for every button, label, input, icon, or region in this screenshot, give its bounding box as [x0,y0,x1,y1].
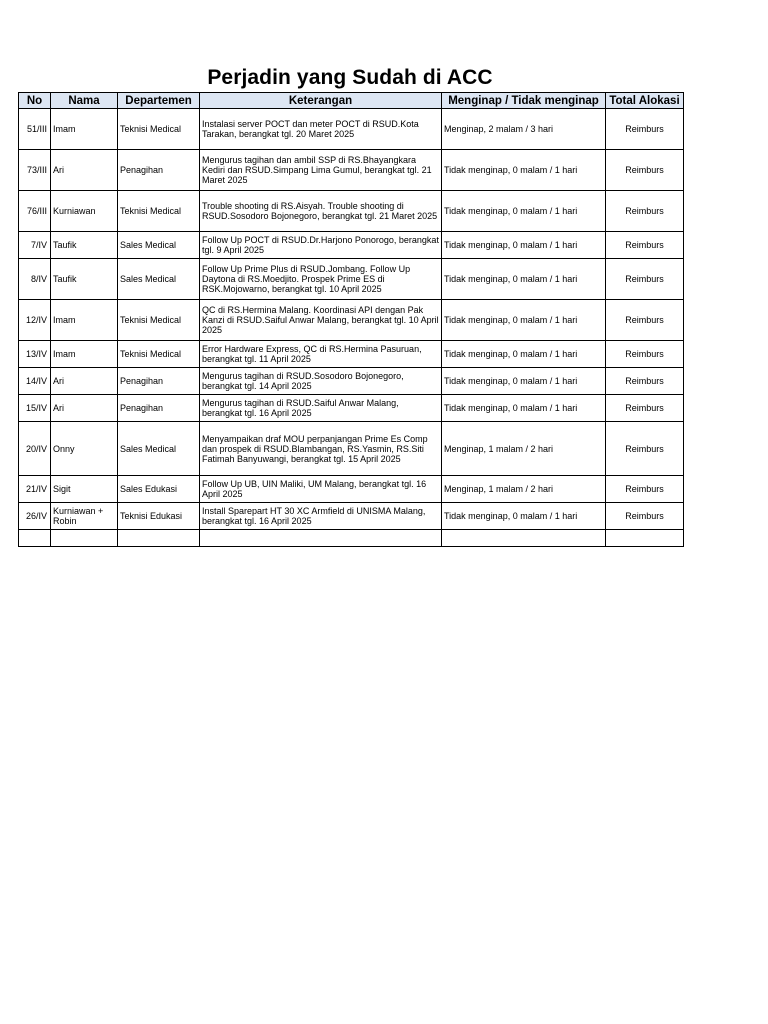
trip-table [18,92,684,547]
cell-no: 76/III [19,191,51,232]
cell-total-alokasi: Reimburs [606,368,684,395]
empty-cell [200,530,442,547]
table-header-row [19,93,684,109]
cell-keterangan: Mengurus tagihan di RSUD.Sosodoro Bojonegoro, berangkat tgl. 14 April 2025 [200,368,442,395]
cell-nama: Imam [51,109,118,150]
cell-no: 14/IV [19,368,51,395]
cell-departemen: Penagihan [118,368,200,395]
cell-keterangan: Menyampaikan draf MOU perpanjangan Prime Es Comp dan prospek di RSUD.Blambangan, RS.Yasmin, RS.Siti Fatimah Banyuwangi, berangkat tgl. 15 April 2025 [200,422,442,476]
cell-menginap: Tidak menginap, 0 malam / 1 hari [442,150,606,191]
cell-total-alokasi: Reimburs [606,259,684,300]
cell-menginap: Tidak menginap, 0 malam / 1 hari [442,368,606,395]
cell-nama: Sigit [51,476,118,503]
column-header-keterangan: Keterangan [200,93,442,109]
table-row [19,422,684,476]
cell-menginap: Menginap, 2 malam / 3 hari [442,109,606,150]
cell-nama: Kurniawan + Robin [51,503,118,530]
column-header-nama: Nama [51,93,118,109]
page-title: Perjadin yang Sudah di ACC [207,66,493,89]
cell-menginap: Tidak menginap, 0 malam / 1 hari [442,503,606,530]
cell-keterangan: Trouble shooting di RS.Aisyah. Trouble shooting di RSUD.Sosodoro Bojonegoro, berangkat tgl. 21 Maret 2025 [200,191,442,232]
cell-keterangan: Mengurus tagihan di RSUD.Saiful Anwar Malang, berangkat tgl. 16 April 2025 [200,395,442,422]
cell-keterangan: QC di RS.Hermina Malang. Koordinasi API dengan Pak Kanzi di RSUD.Saiful Anwar Malang, berangkat tgl. 10 April 2025 [200,300,442,341]
table-row [19,191,684,232]
cell-total-alokasi: Reimburs [606,476,684,503]
cell-departemen: Teknisi Medical [118,191,200,232]
cell-nama: Imam [51,341,118,368]
table-row [19,232,684,259]
table-row [19,395,684,422]
cell-no: 15/IV [19,395,51,422]
column-header-departemen: Departemen [118,93,200,109]
cell-total-alokasi: Reimburs [606,422,684,476]
cell-menginap: Tidak menginap, 0 malam / 1 hari [442,259,606,300]
cell-no: 13/IV [19,341,51,368]
table-row [19,341,684,368]
empty-cell [19,530,51,547]
cell-menginap: Tidak menginap, 0 malam / 1 hari [442,395,606,422]
cell-keterangan: Follow Up Prime Plus di RSUD.Jombang. Follow Up Daytona di RS.Moedjito. Prospek Prime ES di RSK.Mojowarno, berangkat tgl. 10 April 2025 [200,259,442,300]
cell-total-alokasi: Reimburs [606,341,684,368]
empty-cell [606,530,684,547]
cell-total-alokasi: Reimburs [606,191,684,232]
cell-no: 51/III [19,109,51,150]
cell-departemen: Teknisi Medical [118,341,200,368]
cell-total-alokasi: Reimburs [606,150,684,191]
cell-keterangan: Follow Up POCT di RSUD.Dr.Harjono Ponorogo, berangkat tgl. 9 April 2025 [200,232,442,259]
cell-no: 73/III [19,150,51,191]
column-header-no: No [19,93,51,109]
cell-keterangan: Mengurus tagihan dan ambil SSP di RS.Bhayangkara Kediri dan RSUD.Simpang Lima Gumul, berangkat tgl. 21 Maret 2025 [200,150,442,191]
cell-total-alokasi: Reimburs [606,395,684,422]
cell-total-alokasi: Reimburs [606,300,684,341]
cell-menginap: Menginap, 1 malam / 2 hari [442,422,606,476]
table-row [19,109,684,150]
cell-nama: Imam [51,300,118,341]
cell-no: 26/IV [19,503,51,530]
cell-nama: Ari [51,395,118,422]
cell-no: 20/IV [19,422,51,476]
cell-keterangan: Error Hardware Express, QC di RS.Hermina Pasuruan, berangkat tgl. 11 April 2025 [200,341,442,368]
table-row [19,150,684,191]
cell-departemen: Penagihan [118,150,200,191]
cell-total-alokasi: Reimburs [606,503,684,530]
cell-no: 8/IV [19,259,51,300]
cell-no: 21/IV [19,476,51,503]
cell-keterangan: Follow Up UB, UIN Maliki, UM Malang, berangkat tgl. 16 April 2025 [200,476,442,503]
cell-nama: Ari [51,368,118,395]
cell-no: 7/IV [19,232,51,259]
cell-menginap: Tidak menginap, 0 malam / 1 hari [442,191,606,232]
table-row [19,503,684,530]
cell-nama: Taufik [51,232,118,259]
cell-keterangan: Install Sparepart HT 30 XC Armfield di UNISMA Malang, berangkat tgl. 16 April 2025 [200,503,442,530]
cell-departemen: Sales Edukasi [118,476,200,503]
cell-total-alokasi: Reimburs [606,109,684,150]
cell-departemen: Teknisi Edukasi [118,503,200,530]
cell-menginap: Tidak menginap, 0 malam / 1 hari [442,300,606,341]
cell-nama: Taufik [51,259,118,300]
empty-cell [118,530,200,547]
cell-total-alokasi: Reimburs [606,232,684,259]
empty-table-row [19,530,684,547]
table-row [19,476,684,503]
cell-no: 12/IV [19,300,51,341]
cell-departemen: Sales Medical [118,422,200,476]
cell-nama: Onny [51,422,118,476]
cell-menginap: Tidak menginap, 0 malam / 1 hari [442,232,606,259]
table-row [19,259,684,300]
cell-keterangan: Instalasi server POCT dan meter POCT di RSUD.Kota Tarakan, berangkat tgl. 20 Maret 2025 [200,109,442,150]
empty-cell [442,530,606,547]
table-row [19,300,684,341]
cell-menginap: Menginap, 1 malam / 2 hari [442,476,606,503]
empty-cell [51,530,118,547]
cell-nama: Ari [51,150,118,191]
cell-menginap: Tidak menginap, 0 malam / 1 hari [442,341,606,368]
table-row [19,368,684,395]
cell-departemen: Teknisi Medical [118,300,200,341]
cell-departemen: Sales Medical [118,259,200,300]
cell-departemen: Penagihan [118,395,200,422]
column-header-total-alokasi: Total Alokasi [606,93,684,109]
column-header-menginap: Menginap / Tidak menginap [442,93,606,109]
cell-departemen: Sales Medical [118,232,200,259]
cell-departemen: Teknisi Medical [118,109,200,150]
cell-nama: Kurniawan [51,191,118,232]
